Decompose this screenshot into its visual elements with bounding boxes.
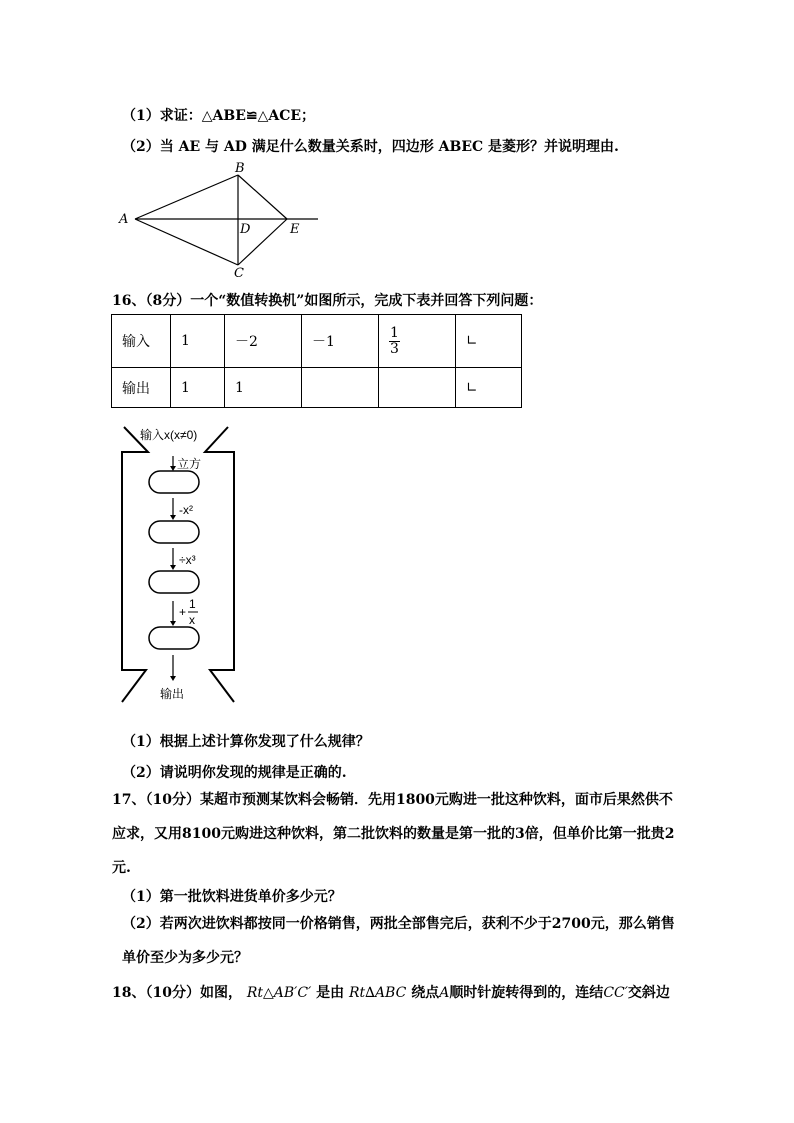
geometry-figure bbox=[110, 158, 330, 280]
label-c: C bbox=[234, 266, 244, 280]
label-e: E bbox=[290, 222, 300, 237]
q16-prompt: 16、（8分）一个“数值转换机”如图所示，完成下表并回答下列问题： bbox=[112, 293, 543, 309]
output-cell-3 bbox=[302, 368, 379, 408]
machine-step4-plus: + bbox=[179, 605, 187, 619]
conversion-table bbox=[111, 314, 522, 408]
input-cell-1: 1 bbox=[171, 315, 225, 368]
segment-ab bbox=[135, 175, 238, 219]
machine-slot-4 bbox=[149, 627, 199, 649]
arrowhead-3 bbox=[170, 565, 176, 570]
segment-ac bbox=[135, 219, 238, 265]
fraction-numerator: 1 bbox=[390, 324, 399, 341]
q18-suffix: 交斜边 bbox=[627, 985, 670, 1001]
label-a: A bbox=[119, 212, 129, 227]
fraction-denominator: 3 bbox=[390, 340, 399, 357]
q16-part2: （2）请说明你发现的规律是正确的. bbox=[122, 765, 347, 781]
arrowhead-5 bbox=[170, 676, 176, 681]
q18-stem bbox=[112, 982, 670, 1002]
q16-part1: （1）根据上述计算你发现了什么规律？ bbox=[122, 734, 370, 750]
machine-top-right-wall bbox=[205, 427, 234, 702]
table-row-input bbox=[112, 315, 522, 368]
q18-mid1: 是由 bbox=[316, 985, 345, 1001]
table-header-output: 输出 bbox=[112, 368, 171, 408]
q18-point: A bbox=[439, 985, 450, 1001]
machine-slot-3 bbox=[149, 571, 199, 593]
q18-mid3: 顺时针旋转得到的，连结 bbox=[449, 985, 604, 1001]
q18-segment: CC′ bbox=[603, 985, 628, 1001]
q15-part2: （2）当 AE 与 AD 满足什么数量关系时，四边形 ABEC 是菱形？并说明理由. bbox=[122, 139, 619, 155]
label-d: D bbox=[240, 222, 251, 237]
machine-slot-1 bbox=[149, 471, 199, 493]
machine-output-label: 输出 bbox=[160, 687, 185, 701]
machine-step2-label: -x² bbox=[179, 503, 193, 517]
label-b: B bbox=[235, 161, 245, 176]
q17-stem: 17、（10分）某超市预测某饮料会畅销．先用1800元购进一批这种饮料，面市后果然供不应求，又用8100元购进这种饮料，第二批饮料的数量是第一批的3倍，但单价比第一批贵2元. bbox=[112, 792, 675, 876]
machine-step4-denominator: x bbox=[189, 613, 195, 627]
q18-mid2: 绕点 bbox=[411, 985, 440, 1001]
output-cell-2: 1 bbox=[225, 368, 302, 408]
machine-step3-label: ÷x³ bbox=[179, 553, 196, 567]
q15-part1: （1）求证：△ABE≌△ACE； bbox=[122, 108, 316, 124]
q18-prefix: 18、（10分）如图， bbox=[112, 985, 242, 1001]
input-cell-4 bbox=[379, 315, 456, 368]
output-cell-1: 1 bbox=[171, 368, 225, 408]
input-cell-3: －1 bbox=[302, 315, 379, 368]
table-header-input: 输入 bbox=[112, 315, 171, 368]
machine-input-label: 输入x(x≠0) bbox=[140, 428, 198, 442]
machine-step1-label: 立方 bbox=[177, 457, 202, 471]
input-cell-5: ∟ bbox=[456, 315, 522, 368]
q18-triangle-1: Rt△AB′C′ bbox=[246, 985, 312, 1001]
table-row-output bbox=[112, 368, 522, 408]
output-cell-4 bbox=[379, 368, 456, 408]
machine-step4-numerator: 1 bbox=[189, 597, 196, 611]
output-cell-5: ∟ bbox=[456, 368, 522, 408]
input-cell-2: －2 bbox=[225, 315, 302, 368]
segment-be bbox=[238, 175, 287, 219]
arrowhead-4 bbox=[170, 621, 176, 626]
arrowhead-2 bbox=[170, 515, 176, 520]
q17-part1: （1）第一批饮料进货单价多少元？ bbox=[122, 889, 342, 905]
machine-top-left-wall bbox=[122, 427, 148, 702]
q18-triangle-2: Rt∆ABC bbox=[349, 985, 407, 1001]
q17-part2: （2）若两次进饮料都按同一价格销售，两批全部售完后，获利不少于2700元，那么销售单价至少为多少元？ bbox=[122, 916, 675, 966]
conversion-machine-diagram bbox=[110, 424, 260, 708]
machine-slot-2 bbox=[149, 521, 199, 543]
fraction-one-third bbox=[389, 326, 400, 357]
